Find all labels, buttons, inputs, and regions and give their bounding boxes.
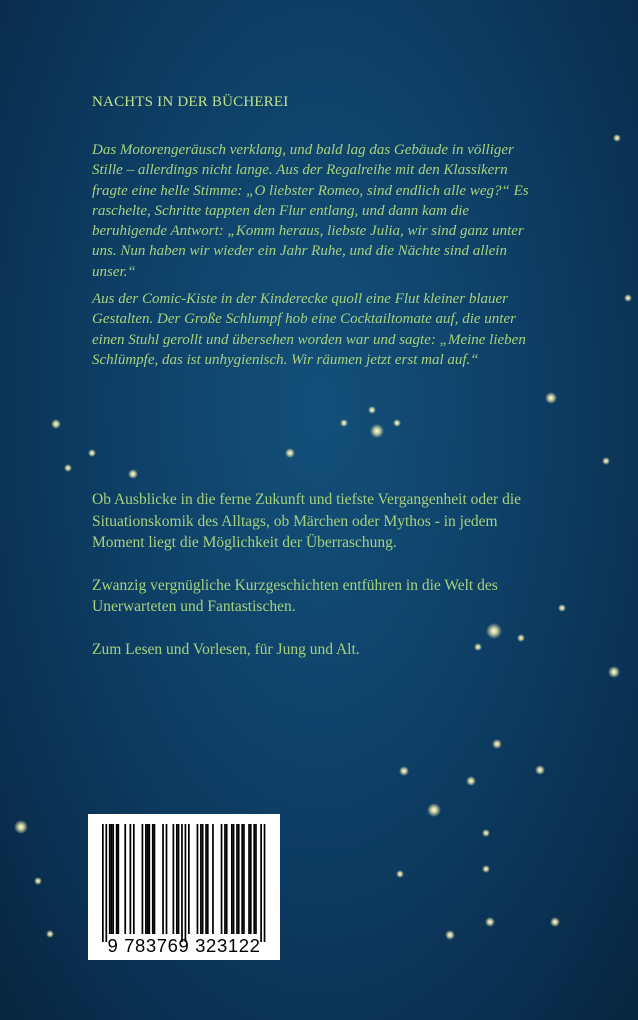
barcode-bar	[109, 824, 111, 934]
section-title: NACHTS IN DER BÜCHEREI	[92, 94, 289, 110]
barcode-bar	[130, 824, 132, 934]
barcode-bar	[188, 824, 190, 934]
barcode-bar	[226, 824, 228, 934]
barcode-bar	[176, 824, 178, 934]
barcode-bar	[147, 824, 149, 934]
barcode-bar	[264, 824, 266, 942]
star	[399, 766, 409, 776]
blurb-paragraph: Zum Lesen und Vorlesen, für Jung und Alt.	[92, 640, 360, 658]
barcode-bar	[250, 824, 252, 934]
barcode-bar	[212, 824, 214, 934]
barcode-bar	[111, 824, 113, 934]
barcode-bar	[178, 824, 180, 934]
barcode-bar	[117, 824, 119, 934]
star	[608, 666, 620, 678]
star	[370, 424, 384, 438]
barcode-bar	[105, 824, 107, 942]
star	[445, 930, 455, 940]
barcode-bar	[152, 824, 154, 934]
barcode-bar	[253, 824, 255, 934]
barcode-bar	[205, 824, 207, 934]
barcode-bar	[197, 824, 199, 934]
barcode-bar	[148, 824, 150, 934]
star	[624, 294, 632, 302]
barcode-bar	[260, 824, 262, 942]
barcode-bar	[221, 824, 223, 934]
barcode-bar	[231, 824, 233, 934]
barcode-bar	[116, 824, 118, 934]
excerpt-paragraph: Das Motorengeräusch verklang, und bald lag das Gebäude in völliger Stille – allerdings nicht lange. Aus der Regalreihe mit den Klassikern fragte eine helle Stimme: „O liebster Romeo, sind endlich alle weg?“ Es raschelte, Schritte tappten den Flur entlang, und dann kam die beruhigende Antwort: „Komm heraus, liebste Julia, wir sind ganz unter uns. Nun haben wir wieder ein Jahr Ruhe, und die Nächte sind allein unser.“	[92, 142, 529, 280]
barcode-bar	[255, 824, 257, 934]
star	[34, 877, 42, 885]
barcode-bar	[207, 824, 209, 934]
star	[368, 406, 376, 414]
star	[285, 448, 295, 458]
star	[64, 464, 72, 472]
barcode-bar	[224, 824, 226, 934]
star	[602, 457, 610, 465]
barcode-bar	[241, 824, 243, 934]
star	[51, 419, 61, 429]
barcode-bar	[162, 824, 164, 934]
star	[492, 739, 502, 749]
star	[393, 419, 401, 427]
star	[46, 930, 54, 938]
barcode-bar	[200, 824, 202, 934]
barcode-bar	[142, 824, 144, 934]
barcode-bar	[124, 824, 126, 934]
barcode-bar	[133, 824, 135, 934]
star	[88, 449, 96, 457]
barcode-bar	[112, 824, 114, 934]
book-blurb	[92, 489, 542, 681]
blurb-paragraph: Ob Ausblicke in die ferne Zukunft und tiefste Vergangenheit oder die Situationskomik des Alltags, ob Märchen oder Mythos - in jedem Moment liegt die Möglichkeit der Überraschung.	[92, 491, 522, 551]
star	[128, 469, 138, 479]
star	[482, 865, 490, 873]
barcode-bar	[154, 824, 156, 934]
star	[466, 776, 476, 786]
star	[482, 829, 490, 837]
star	[558, 604, 566, 612]
barcode-bar	[145, 824, 147, 934]
barcode-bar	[202, 824, 204, 934]
star	[550, 917, 560, 927]
star	[396, 870, 404, 878]
barcode-bar	[166, 824, 168, 934]
excerpt-paragraph: Aus der Comic-Kiste in der Kinderecke quoll eine Flut kleiner blauer Gestalten. Der Große Schlumpf hob eine Cocktailtomate auf, die unter einen Stuhl gerollt und übersehen worden war und sagte: „Meine lieben Schlümpfe, das ist unhygienisch. Wir räumen jetzt erst mal auf.“	[92, 291, 526, 368]
star	[535, 765, 545, 775]
isbn-barcode	[88, 814, 280, 960]
barcode-bar	[233, 824, 235, 934]
barcode-bar	[248, 824, 250, 934]
story-excerpt	[92, 140, 542, 377]
star	[14, 820, 28, 834]
barcode-bar	[173, 824, 175, 934]
barcode-bar	[185, 824, 187, 942]
star	[613, 134, 621, 142]
barcode-bar	[236, 824, 238, 934]
barcode-bar	[181, 824, 183, 942]
barcode-bar	[243, 824, 245, 934]
star	[427, 803, 441, 817]
star	[340, 419, 348, 427]
blurb-paragraph: Zwanzig vergnügliche Kurzgeschichten entführen in die Welt des Unerwarteten und Fantastischen.	[92, 576, 498, 615]
barcode-bar	[102, 824, 104, 942]
barcode-bar	[238, 824, 240, 934]
isbn-number: 9 783769 323122	[107, 935, 261, 956]
star	[545, 392, 557, 404]
star	[485, 917, 495, 927]
